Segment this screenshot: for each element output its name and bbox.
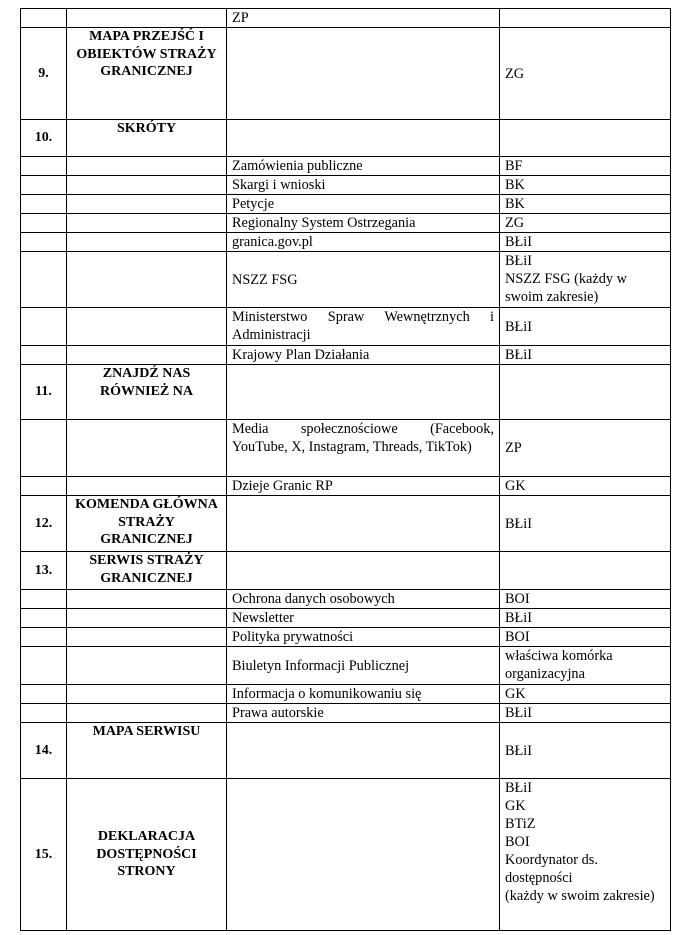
document-table: [20, 8, 671, 931]
table-row: [21, 704, 671, 723]
responsible-unit: BK: [500, 176, 671, 195]
table-row: [21, 120, 671, 157]
responsible-unit: ZG: [500, 214, 671, 233]
subpage-name: [227, 552, 500, 590]
row-number: 11.: [21, 365, 67, 420]
section-name: SERWIS STRAŻY GRANICZNEJ: [67, 552, 227, 590]
section-name: [67, 420, 227, 477]
row-number: [21, 195, 67, 214]
section-name: MAPA PRZEJŚĆ I OBIEKTÓW STRAŻY GRANICZNEJ: [67, 28, 227, 120]
subpage-name: Prawa autorskie: [227, 704, 500, 723]
table-row: [21, 420, 671, 477]
table-row: [21, 9, 671, 28]
responsible-unit: BOI: [500, 590, 671, 609]
table-row: [21, 723, 671, 779]
section-name: [67, 346, 227, 365]
section-name: [67, 647, 227, 685]
section-name: [67, 176, 227, 195]
row-number: [21, 176, 67, 195]
responsible-unit: BŁiI: [500, 308, 671, 346]
section-name: [67, 308, 227, 346]
section-name: [67, 233, 227, 252]
table-row: [21, 609, 671, 628]
section-name: [67, 157, 227, 176]
subpage-name: [227, 496, 500, 552]
table-row: [21, 628, 671, 647]
section-name: [67, 214, 227, 233]
responsible-unit: [500, 365, 671, 420]
subpage-name: Zamówienia publiczne: [227, 157, 500, 176]
row-number: 14.: [21, 723, 67, 779]
section-name: [67, 628, 227, 647]
responsible-unit: [500, 9, 671, 28]
section-name: KOMENDA GŁÓWNA STRAŻY GRANICZNEJ: [67, 496, 227, 552]
section-name: [67, 704, 227, 723]
table-row: [21, 176, 671, 195]
responsible-unit: BŁiI: [500, 609, 671, 628]
subpage-name: granica.gov.pl: [227, 233, 500, 252]
subpage-name: Media społecznościowe (Facebook, YouTube, X, Instagram, Threads, TikTok): [227, 420, 500, 477]
row-number: [21, 609, 67, 628]
table-row: [21, 477, 671, 496]
responsible-unit: BŁiI: [500, 723, 671, 779]
table-row: [21, 496, 671, 552]
responsible-unit: BŁiI NSZZ FSG (każdy w swoim zakresie): [500, 252, 671, 308]
responsible-unit: BOI: [500, 628, 671, 647]
section-name: [67, 252, 227, 308]
section-name: [67, 609, 227, 628]
row-number: 10.: [21, 120, 67, 157]
table-row: [21, 157, 671, 176]
row-number: [21, 685, 67, 704]
section-name: [67, 195, 227, 214]
subpage-name: Ochrona danych osobowych: [227, 590, 500, 609]
row-number: 12.: [21, 496, 67, 552]
row-number: 13.: [21, 552, 67, 590]
table-row: [21, 233, 671, 252]
section-name: [67, 9, 227, 28]
table-row: [21, 346, 671, 365]
table-row: [21, 214, 671, 233]
subpage-name: Biuletyn Informacji Publicznej: [227, 647, 500, 685]
row-number: [21, 628, 67, 647]
subpage-name: NSZZ FSG: [227, 252, 500, 308]
table-row: [21, 252, 671, 308]
section-name: MAPA SERWISU: [67, 723, 227, 779]
row-number: [21, 704, 67, 723]
responsible-unit: BŁiI: [500, 704, 671, 723]
responsible-unit: ZP: [500, 420, 671, 477]
subpage-name: [227, 28, 500, 120]
subpage-name: [227, 779, 500, 931]
table-row: [21, 647, 671, 685]
responsible-unit: BŁiI: [500, 496, 671, 552]
subpage-name: Newsletter: [227, 609, 500, 628]
responsible-unit: [500, 552, 671, 590]
table-row: [21, 685, 671, 704]
section-name: [67, 685, 227, 704]
row-number: [21, 420, 67, 477]
responsible-unit: BŁiI: [500, 346, 671, 365]
responsible-unit: [500, 120, 671, 157]
table-row: [21, 590, 671, 609]
subpage-name: [227, 723, 500, 779]
subpage-name: Ministerstwo Spraw Wewnętrznych i Administracji: [227, 308, 500, 346]
table-row: [21, 779, 671, 931]
section-name: DEKLARACJA DOSTĘPNOŚCI STRONY: [67, 779, 227, 931]
row-number: [21, 477, 67, 496]
subpage-name: Petycje: [227, 195, 500, 214]
subpage-name: Polityka prywatności: [227, 628, 500, 647]
responsible-unit: BF: [500, 157, 671, 176]
subpage-name: Skargi i wnioski: [227, 176, 500, 195]
responsible-unit: BŁiI: [500, 233, 671, 252]
responsible-unit: ZG: [500, 28, 671, 120]
section-name: [67, 477, 227, 496]
row-number: 9.: [21, 28, 67, 120]
table-row: [21, 195, 671, 214]
subpage-name: Regionalny System Ostrzegania: [227, 214, 500, 233]
row-number: [21, 252, 67, 308]
responsible-unit: właściwa komórka organizacyjna: [500, 647, 671, 685]
row-number: [21, 9, 67, 28]
row-number: 15.: [21, 779, 67, 931]
table-row: [21, 28, 671, 120]
subpage-name: [227, 365, 500, 420]
row-number: [21, 233, 67, 252]
table-row: [21, 552, 671, 590]
responsible-unit: BK: [500, 195, 671, 214]
row-number: [21, 590, 67, 609]
subpage-name: ZP: [227, 9, 500, 28]
subpage-name: [227, 120, 500, 157]
subpage-name: Informacja o komunikowaniu się: [227, 685, 500, 704]
section-name: ZNAJDŹ NAS RÓWNIEŻ NA: [67, 365, 227, 420]
row-number: [21, 308, 67, 346]
section-name: [67, 590, 227, 609]
section-name: SKRÓTY: [67, 120, 227, 157]
table-row: [21, 308, 671, 346]
subpage-name: Krajowy Plan Działania: [227, 346, 500, 365]
responsible-unit: BŁiI GK BTiZ BOI Koordynator ds. dostępności (każdy w swoim zakresie): [500, 779, 671, 931]
row-number: [21, 214, 67, 233]
responsible-unit: GK: [500, 477, 671, 496]
subpage-name: Dzieje Granic RP: [227, 477, 500, 496]
row-number: [21, 157, 67, 176]
table-row: [21, 365, 671, 420]
responsible-unit: GK: [500, 685, 671, 704]
row-number: [21, 346, 67, 365]
row-number: [21, 647, 67, 685]
